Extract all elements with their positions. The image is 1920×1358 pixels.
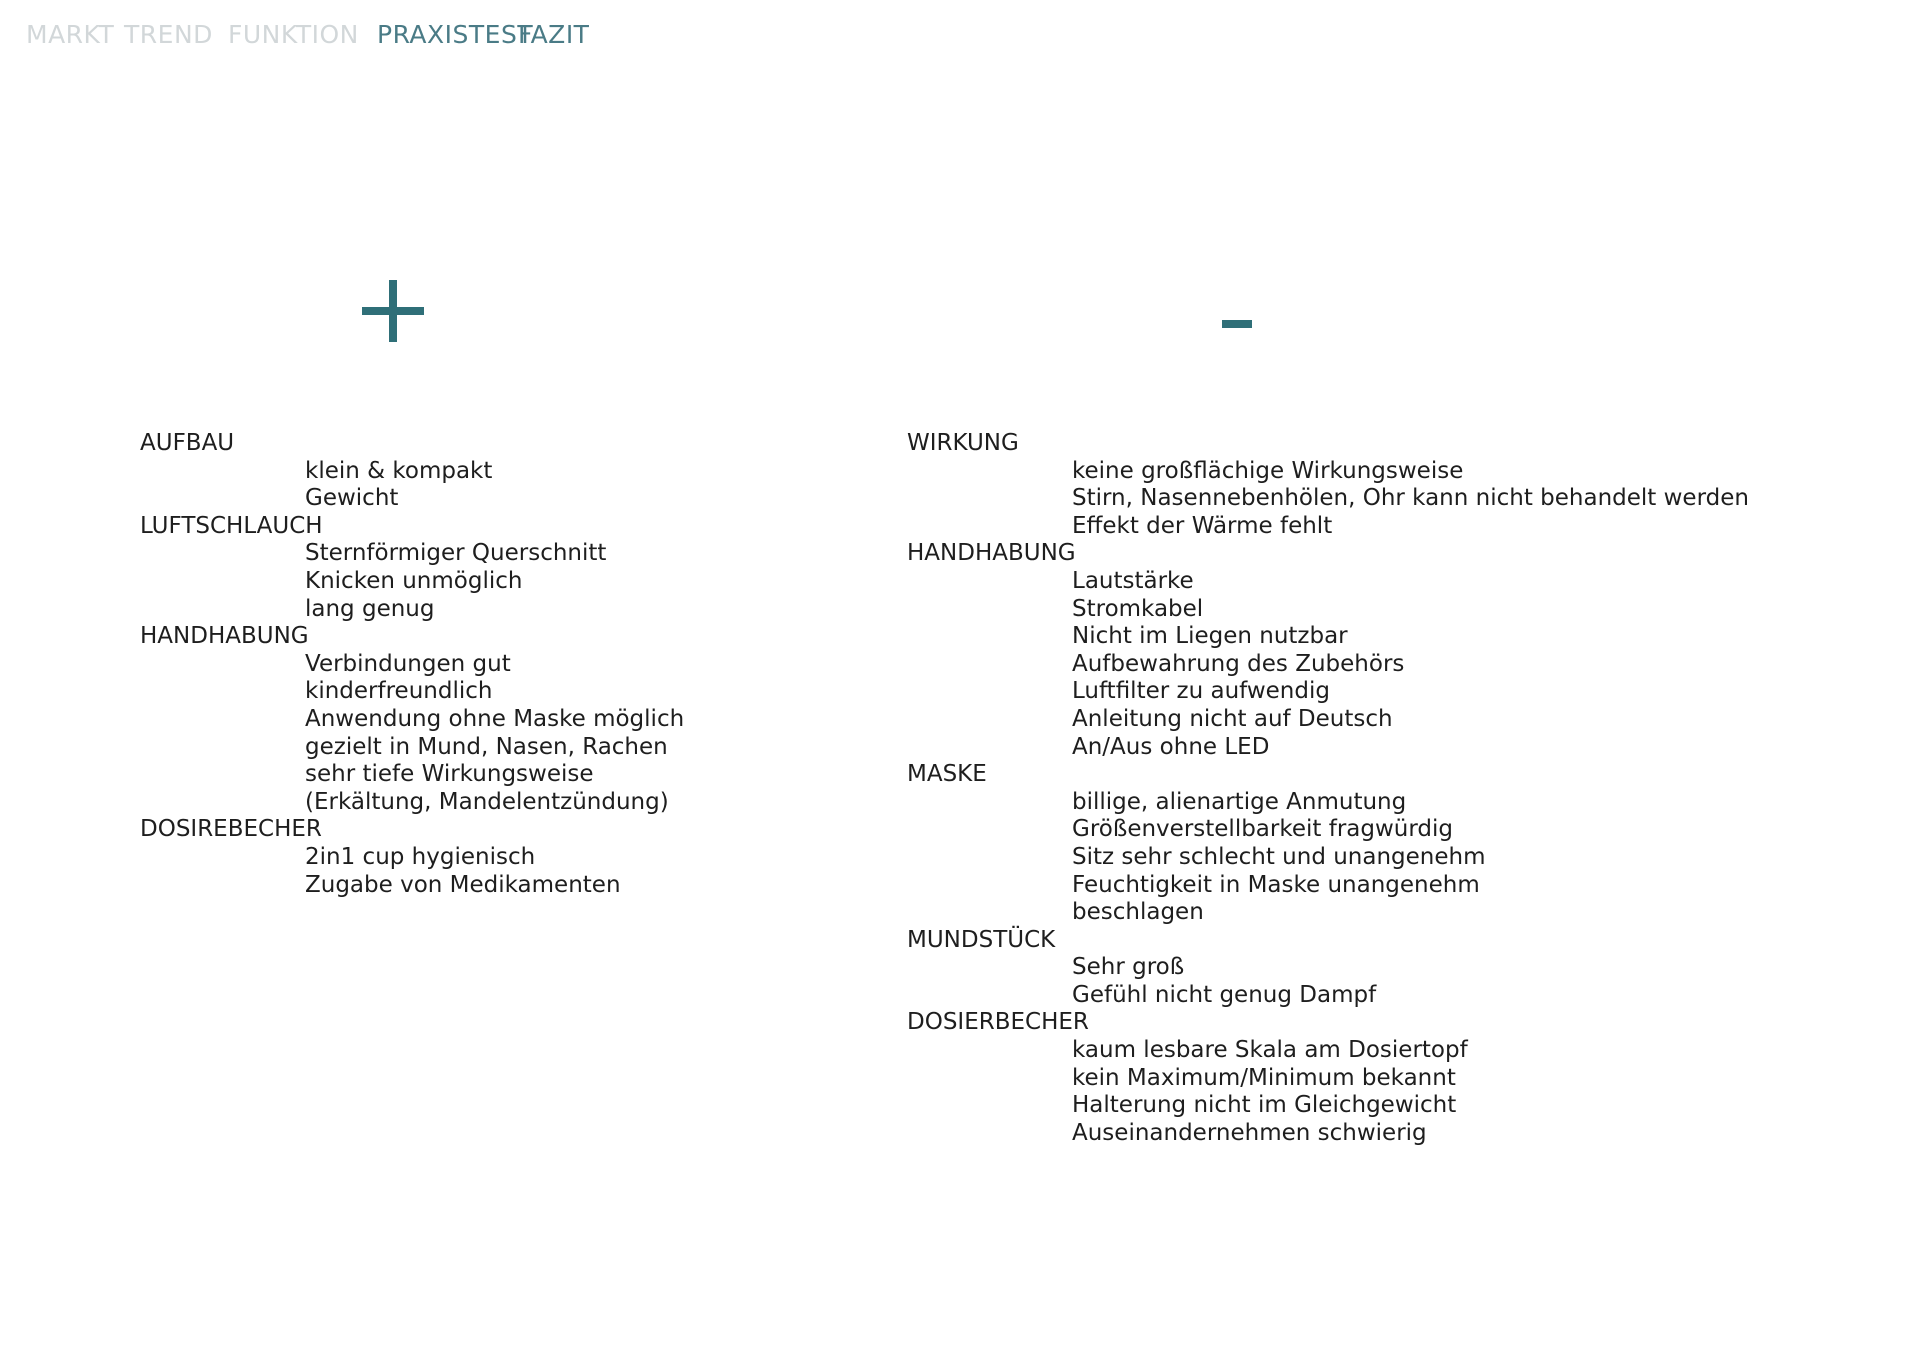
nav-item-markt[interactable]: MARKT <box>26 20 115 49</box>
cons-list-item: Halterung nicht im Gleichgewicht <box>1072 1092 1457 1119</box>
pros-list-item: Zugabe von Medikamenten <box>305 871 621 898</box>
cons-list-item: An/Aus ohne LED <box>1072 733 1270 760</box>
cons-list-item: billige, alienartige Anmutung <box>1072 788 1407 815</box>
pros-list-item: Gewicht <box>305 485 399 512</box>
cons-list-item: Feuchtigkeit in Maske unangenehm <box>1072 871 1480 898</box>
cons-list-item: Effekt der Wärme fehlt <box>1072 512 1333 539</box>
nav-item-trend[interactable]: TREND <box>124 20 213 49</box>
cons-list-item: Stirn, Nasennebenhölen, Ohr kann nicht behandelt werden <box>1072 485 1749 512</box>
pros-list-item: Knicken unmöglich <box>305 567 523 594</box>
pros-list-item: Anwendung ohne Maske möglich <box>305 705 685 732</box>
cons-list-item: Sitz sehr schlecht und unangenehm <box>1072 843 1486 870</box>
pros-category-luftschlauch: LUFTSCHLAUCH <box>140 512 323 539</box>
cons-list-item: beschlagen <box>1072 899 1204 926</box>
cons-list-item: kein Maximum/Minimum bekannt <box>1072 1064 1456 1091</box>
pros-list-item: sehr tiefe Wirkungsweise <box>305 761 594 788</box>
cons-list-item: keine großflächige Wirkungsweise <box>1072 457 1464 484</box>
cons-category-maske: MASKE <box>907 761 987 788</box>
pros-category-handhabung: HANDHABUNG <box>140 623 309 650</box>
pros-list-item: Sternförmiger Querschnitt <box>305 540 607 567</box>
cons-list-item: Nicht im Liegen nutzbar <box>1072 623 1348 650</box>
nav-item-fazit[interactable]: FAZIT <box>518 20 590 49</box>
pros-list-item: kinderfreundlich <box>305 678 493 705</box>
cons-category-dosierbecher: DOSIERBECHER <box>907 1009 1089 1036</box>
cons-column <box>907 430 1857 1147</box>
cons-list-item: Stromkabel <box>1072 595 1204 622</box>
pros-list-item: gezielt in Mund, Nasen, Rachen <box>305 733 668 760</box>
cons-list-item: Lautstärke <box>1072 567 1194 594</box>
cons-category-mundstück: MUNDSTÜCK <box>907 926 1056 953</box>
cons-list-item: Luftfilter zu aufwendig <box>1072 678 1330 705</box>
cons-list-item: Gefühl nicht genug Dampf <box>1072 981 1377 1008</box>
nav-item-funktion[interactable]: FUNKTION <box>228 20 359 49</box>
minus-icon <box>1222 320 1252 328</box>
cons-list-item: Größenverstellbarkeit fragwürdig <box>1072 816 1454 843</box>
pros-list-item: lang genug <box>305 595 435 622</box>
cons-list-item: Aufbewahrung des Zubehörs <box>1072 650 1405 677</box>
cons-list-item: kaum lesbare Skala am Dosiertopf <box>1072 1037 1468 1064</box>
pros-category-aufbau: AUFBAU <box>140 430 235 456</box>
pros-list-item: (Erkältung, Mandelentzündung) <box>305 788 669 815</box>
pros-column <box>140 430 760 899</box>
cons-category-handhabung: HANDHABUNG <box>907 540 1076 567</box>
pros-list-item: Verbindungen gut <box>305 650 511 677</box>
cons-list-item: Anleitung nicht auf Deutsch <box>1072 705 1393 732</box>
cons-list-item: Sehr groß <box>1072 954 1185 981</box>
pros-list-item: 2in1 cup hygienisch <box>305 843 536 870</box>
cons-category-wirkung: WIRKUNG <box>907 430 1019 456</box>
cons-list-item: Auseinandernehmen schwierig <box>1072 1119 1427 1146</box>
pros-category-dosirebecher: DOSIREBECHER <box>140 816 322 843</box>
nav-item-praxistest[interactable]: PRAXISTEST <box>377 20 534 49</box>
plus-icon <box>362 280 424 342</box>
pros-list-item: klein & kompakt <box>305 457 493 484</box>
